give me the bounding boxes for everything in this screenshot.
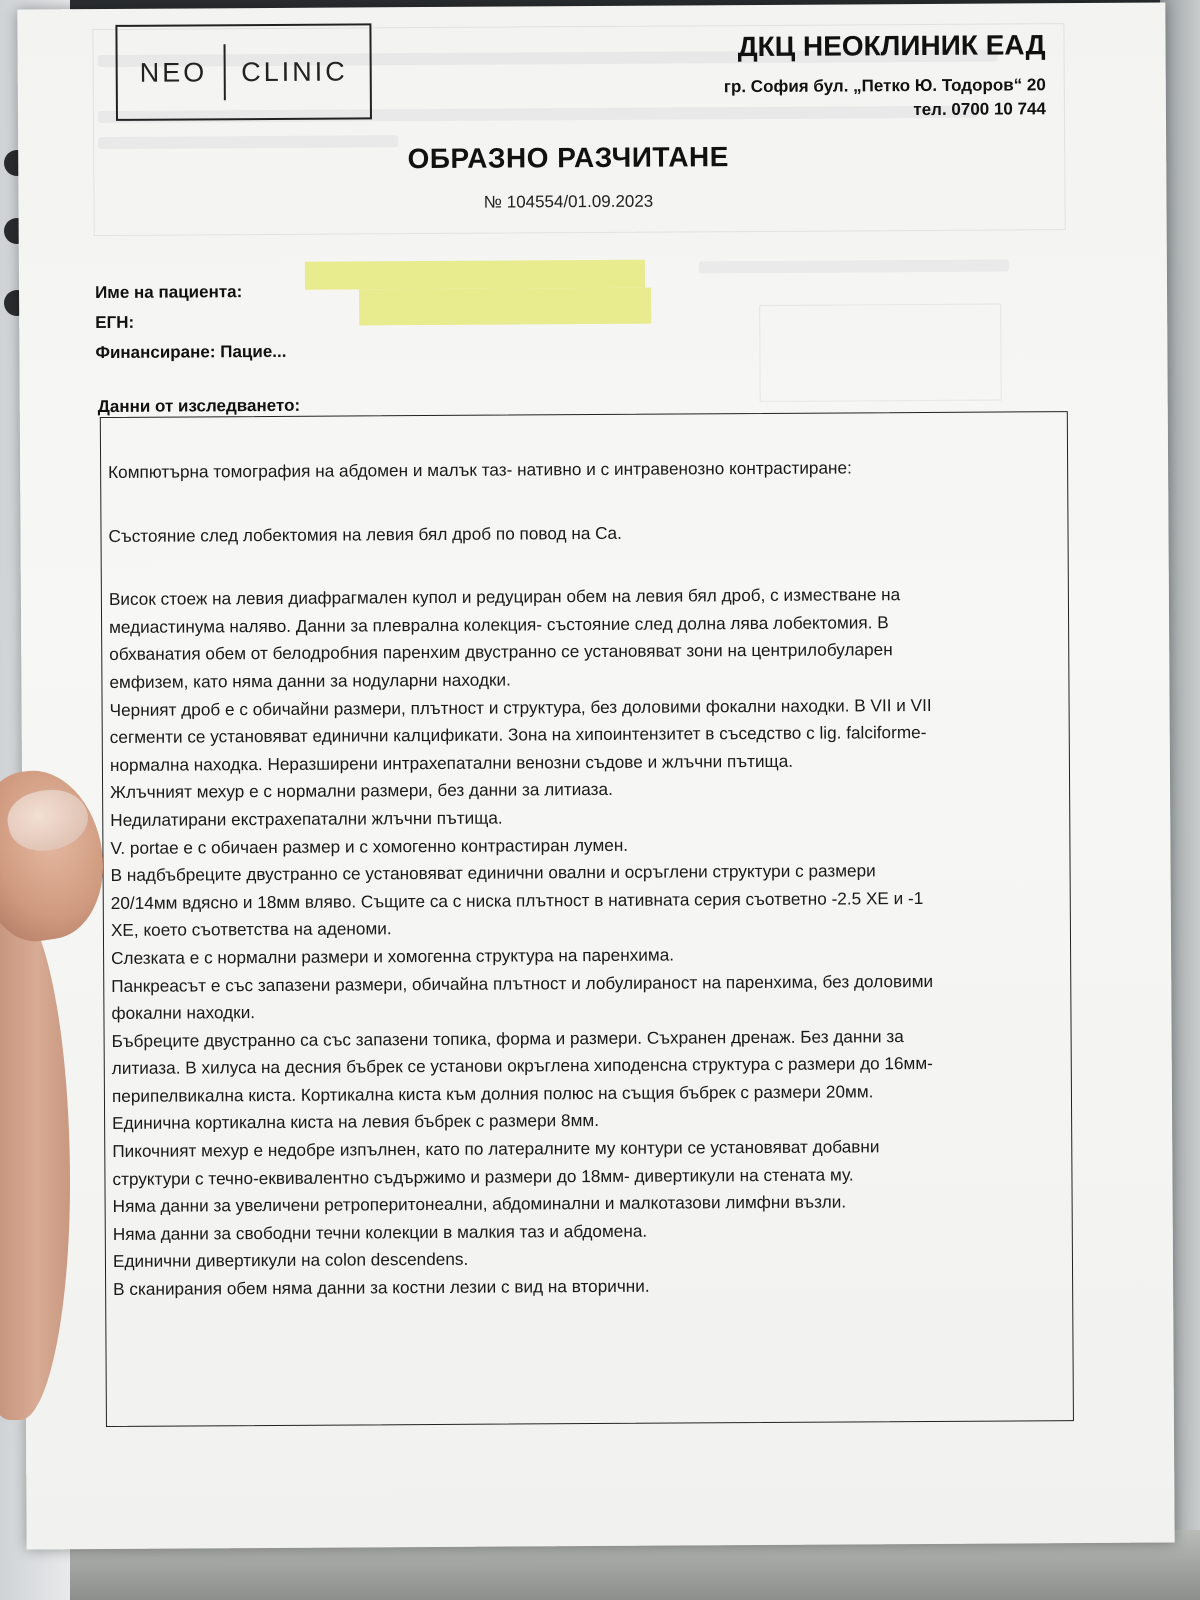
- finding-line: Висок стоеж на левия диафрагмален купол и редуциран обем на левия бял дроб, с изместване на: [108, 584, 901, 610]
- financing-row: [95, 342, 286, 363]
- financing-label: Финансиране:: [95, 342, 216, 363]
- finding-line: Пикочният мехур е недобре изпълнен, като по латералните му контури се установяват добавни: [112, 1136, 880, 1162]
- organization-address: гр. София бул. „Петко Ю. Тодоров“ 20: [723, 75, 1046, 97]
- logo-divider: [223, 44, 225, 100]
- patient-name-label: Име на пациента:: [94, 282, 243, 303]
- findings-text: [108, 453, 1073, 1303]
- organization-phone: тел. 0700 10 744: [913, 99, 1046, 120]
- finding-line: нормална находка. Неразширени интрахепатални венозни съдове и жлъчни пътища.: [109, 750, 794, 775]
- finding-line: Недилатирани екстрахепатални жлъчни пътища.: [110, 807, 503, 830]
- show-through-stamp: [759, 304, 1002, 402]
- finding-line: перипелвикална киста. Кортикална киста към долния полюс на същия бъбрек с размери 20мм.: [111, 1081, 874, 1106]
- finding-line: Бъбреците двустранно са със запазени топика, форма и размери. Съхранен дренаж. Без данни за: [111, 1025, 904, 1051]
- finding-line: фокални находки.: [111, 1002, 256, 1024]
- document-title: ОБРАЗНО РАЗЧИТАНЕ: [407, 141, 729, 175]
- findings-section-label: Данни от изследването:: [97, 395, 301, 417]
- financing-value: Пацие...: [220, 341, 287, 362]
- document-number: № 104554/01.09.2023: [483, 191, 654, 212]
- finding-line: Черният дроб е с обичайни размери, плътност и структура, без доловими фокални находки. В VII и VII: [109, 694, 932, 720]
- patient-egn-label: ЕГН:: [95, 312, 135, 333]
- clinic-logo: [115, 23, 372, 121]
- finding-line: структури с течно-еквивалентно съдържимо и размери до 18мм- дивертикули на стената му.: [112, 1164, 854, 1189]
- finding-line: обхванатия обем от белодробния паренхим двустранно се установяват зони на центрилобуларен: [109, 639, 893, 665]
- organization-name: ДКЦ НЕОКЛИНИК ЕАД: [737, 29, 1046, 63]
- finding-line: сегменти се установяват единични калцификати. Зона на хипоинтензитет в съседство с lig. falciforme-: [109, 722, 927, 748]
- finding-line: Единични дивертикули на colon descendens.: [112, 1249, 469, 1272]
- finding-line: литиаза. В хилуса на десния бъбрек се установи окръглена хиподенсна структура с размери до 16мм-: [111, 1053, 933, 1079]
- finding-line: Слезката е с нормални размери и хомогенна структура на паренхима.: [111, 944, 675, 968]
- show-through-text: [699, 259, 1009, 273]
- report-sheet: [17, 3, 1174, 1550]
- redaction-mark: [359, 288, 651, 326]
- finding-line: V. portae е с обичаен размер и с хомогенно контрастиран лумен.: [110, 834, 629, 858]
- finding-line: Жлъчният мехур е с нормални размери, без данни за литиаза.: [110, 779, 613, 803]
- finding-line: Панкреасът е със запазени размери, обичайна плътност и лобулираност на паренхима, без доловими: [111, 970, 934, 996]
- clinical-history: Състояние след лобектомия на левия бял дроб по повод на Ca.: [108, 522, 622, 546]
- finding-line: Няма данни за свободни течни колекции в малкия таз и абдомена.: [112, 1220, 648, 1244]
- exam-title: Компютърна томография на абдомен и малък таз- нативно и с интравенозно контрастиране:: [108, 457, 852, 482]
- finding-line: В сканирания обем няма данни за костни лезии с вид на вторични.: [113, 1275, 650, 1299]
- logo-word-left: NEO: [139, 56, 208, 88]
- finding-line: XE, което съответства на аденоми.: [110, 918, 392, 941]
- finding-line: медиастинума наляво. Данни за плеврална колекция- състояние след долна лява лобектомия. В: [109, 611, 889, 637]
- finding-line: В надбъбреците двустранно се установяват единични овални и осръглени структури с размери: [110, 860, 876, 886]
- redaction-mark: [305, 260, 645, 290]
- finding-line: Няма данни за увеличени ретроперитонеални, абдоминални и малкотазови лимфни възли.: [112, 1191, 847, 1217]
- finding-line: Единична кортикална киста на левия бъбрек с размери 8мм.: [112, 1110, 600, 1134]
- logo-word-right: CLINIC: [241, 56, 348, 87]
- finding-line: 20/14мм вдясно и 18мм вляво. Същите са с ниска плътност в нативната серия съответно -2.5 XE и -1: [110, 887, 924, 913]
- finding-line: емфизем, като няма данни за нодуларни находки.: [109, 669, 511, 692]
